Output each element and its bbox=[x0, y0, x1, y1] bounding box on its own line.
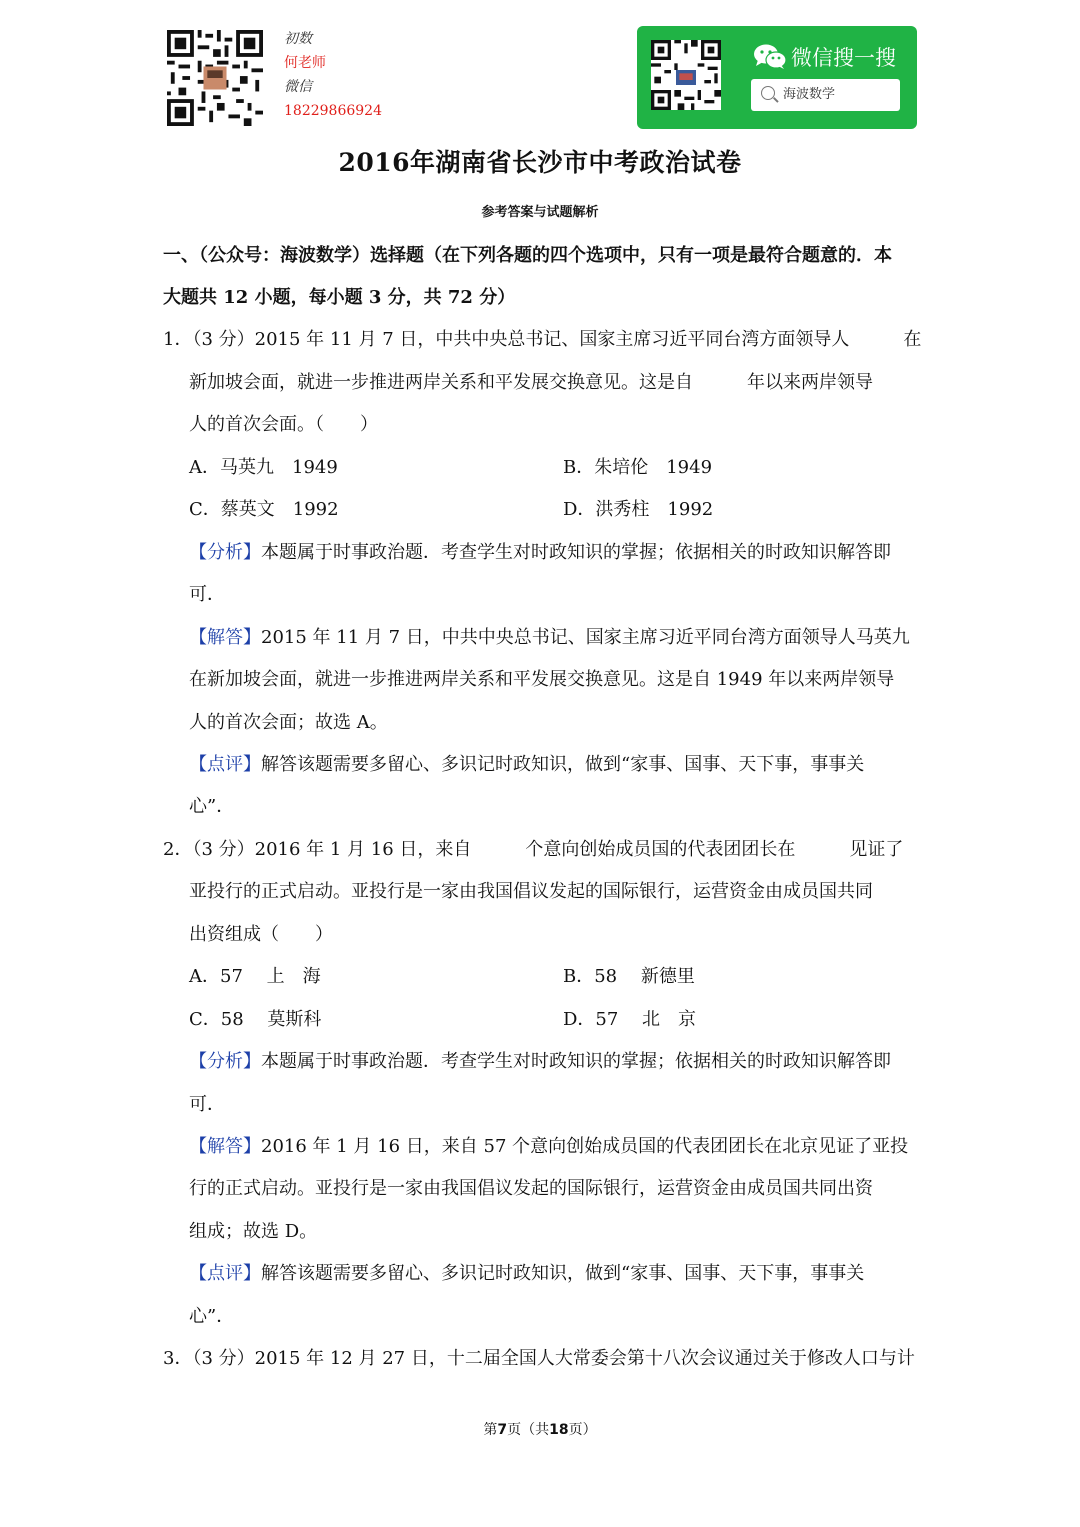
section-heading-line-1: 一、（公众号：海波数学）选择题（在下列各题的四个选项中，只有一项是最符合题意的．本 bbox=[163, 245, 892, 266]
q1-analysis-tag: 【分析】 bbox=[189, 542, 261, 563]
q1-stem-line-3: 人的首次会面。（ ） bbox=[189, 414, 378, 435]
page-subtitle: 参考答案与试题解析 bbox=[481, 205, 599, 220]
contact-line-phone: 18229866924 bbox=[284, 103, 382, 119]
qr-code-icon bbox=[651, 40, 721, 110]
q2-option-c: C．58 莫斯科 bbox=[189, 1009, 322, 1030]
qr-code-contact bbox=[167, 30, 263, 126]
q2-stem-line-1: 2．（3 分）2016 年 1 月 16 日，来自 个意向创始成员国的代表团团长在 见证了 bbox=[163, 839, 904, 860]
q1-option-d: D．洪秀柱 1992 bbox=[563, 499, 714, 520]
page-title: 2016年湖南省长沙市中考政治试卷 bbox=[338, 148, 742, 177]
wechat-search-title: 微信搜一搜 bbox=[791, 46, 896, 70]
current-page-number: 7 bbox=[497, 1422, 508, 1438]
q2-comment-line-2: 心”． bbox=[189, 1306, 235, 1327]
q1-option-b: B．朱培伦 1949 bbox=[563, 457, 713, 478]
section-heading-line-2: 大题共 12 小题，每小题 3 分，共 72 分） bbox=[163, 287, 516, 308]
q1-answer-line-2: 在新加坡会面，就进一步推进两岸关系和平发展交换意见。这是自 1949 年以来两岸领导 bbox=[189, 669, 895, 690]
q1-analysis-line-2: 可． bbox=[189, 584, 225, 605]
contact-line-teacher: 何老师 bbox=[284, 55, 326, 71]
contact-info bbox=[284, 27, 382, 123]
q1-option-c: C．蔡英文 1992 bbox=[189, 499, 339, 520]
q2-answer-line-3: 组成；故选 D。 bbox=[189, 1221, 318, 1242]
wechat-search-input[interactable] bbox=[751, 79, 900, 111]
q2-stem-line-2: 亚投行的正式启动。亚投行是一家由我国倡议发起的国际银行，运营资金由成员国共同 bbox=[189, 881, 873, 902]
q2-answer-tag: 【解答】 bbox=[189, 1136, 261, 1157]
q1-stem-line-1: 1．（3 分）2015 年 11 月 7 日，中共中央总书记、国家主席习近平同台湾方面领导人 在 bbox=[163, 329, 922, 350]
q1-answer-line-3: 人的首次会面；故选 A。 bbox=[189, 712, 388, 733]
contact-line-wechat-label: 微信 bbox=[284, 79, 312, 95]
q2-option-d: D．57 北 京 bbox=[563, 1009, 697, 1030]
q2-stem-line-3: 出资组成（ ） bbox=[189, 924, 333, 945]
search-icon bbox=[761, 86, 775, 100]
wechat-qr-code bbox=[651, 40, 721, 110]
q2-comment-tag: 【点评】 bbox=[189, 1263, 261, 1284]
q2-analysis-tag: 【分析】 bbox=[189, 1051, 261, 1072]
q1-comment-line-2: 心”． bbox=[189, 796, 235, 817]
wechat-search-query: 海波数学 bbox=[783, 87, 836, 102]
page-footer: 第7页（共18页） bbox=[483, 1422, 597, 1438]
wechat-search-banner bbox=[637, 26, 917, 129]
q2-answer-line-2: 行的正式启动。亚投行是一家由我国倡议发起的国际银行，运营资金由成员国共同出资 bbox=[189, 1178, 873, 1199]
q1-comment-line-1: 【点评】解答该题需要多留心、多识记时政知识，做到“家事、国事、天下事，事事关 bbox=[189, 754, 865, 775]
q2-answer-line-1: 【解答】2016 年 1 月 16 日，来自 57 个意向创始成员国的代表团团长在北京见证了亚投 bbox=[189, 1136, 909, 1157]
q2-analysis-line-2: 可． bbox=[189, 1094, 225, 1115]
q1-analysis-line-1: 【分析】本题属于时事政治题．考查学生对时政知识的掌握；依据相关的时政知识解答即 bbox=[189, 542, 891, 563]
q1-comment-tag: 【点评】 bbox=[189, 754, 261, 775]
q3-stem-line-1: 3．（3 分）2015 年 12 月 27 日，十二届全国人大常委会第十八次会议通过关于修改人口与计 bbox=[163, 1348, 915, 1369]
q2-analysis-line-1: 【分析】本题属于时事政治题．考查学生对时政知识的掌握；依据相关的时政知识解答即 bbox=[189, 1051, 891, 1072]
q2-comment-line-1: 【点评】解答该题需要多留心、多识记时政知识，做到“家事、国事、天下事，事事关 bbox=[189, 1263, 865, 1284]
total-page-number: 18 bbox=[549, 1422, 569, 1438]
q2-option-b: B．58 新德里 bbox=[563, 966, 695, 987]
contact-line-subject: 初数 bbox=[284, 31, 312, 47]
q1-answer-line-1: 【解答】2015 年 11 月 7 日，中共中央总书记、国家主席习近平同台湾方面领导人马英九 bbox=[189, 627, 910, 648]
q1-option-a: A．马英九 1949 bbox=[189, 457, 338, 478]
q1-answer-tag: 【解答】 bbox=[189, 627, 261, 648]
q1-stem-line-2: 新加坡会面，就进一步推进两岸关系和平发展交换意见。这是自 年以来两岸领导 bbox=[189, 372, 873, 393]
qr-code-icon bbox=[167, 30, 263, 126]
q2-option-a: A．57 上 海 bbox=[189, 966, 321, 987]
